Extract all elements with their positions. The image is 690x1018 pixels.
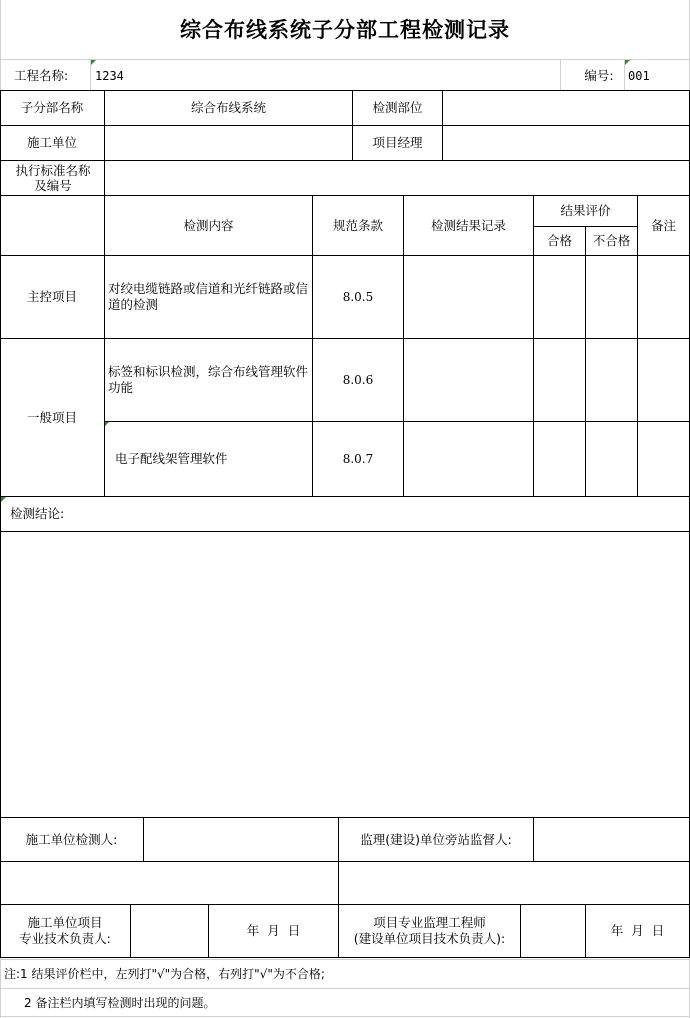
col-header-clause: 规范条款: [332, 217, 383, 233]
gridline: [0, 1016, 690, 1017]
supervision-engineer-label: [339, 905, 520, 957]
note-2: 2 备注栏内填写检测时出现的问题。: [24, 995, 216, 1010]
inspect-location-value[interactable]: [443, 91, 689, 125]
project-name-value[interactable]: 1234: [95, 69, 124, 83]
note-1: 注:1 结果评价栏中，左列打"√"为合格，右列打"√"为不合格;: [4, 966, 325, 981]
row-remark[interactable]: [638, 339, 689, 421]
construction-tech-lead-line2: 专业技术负责人:: [19, 931, 111, 946]
number-label: 编号:: [584, 68, 614, 83]
row-content: 标签和标识检测，综合布线管理软件功能: [108, 364, 309, 395]
row-pass[interactable]: [534, 256, 585, 338]
supervision-engineer-line2: (建设单位项目技术负责人):: [353, 931, 506, 946]
construction-unit-value[interactable]: [105, 126, 352, 160]
subdivision-value[interactable]: 综合布线系统: [190, 100, 266, 115]
row-record[interactable]: [404, 422, 533, 496]
project-name-label: 工程名称:: [14, 68, 69, 83]
col-header-content: 检测内容: [183, 217, 234, 233]
date-left[interactable]: 年 月 日: [246, 923, 301, 938]
row-fail[interactable]: [586, 256, 637, 338]
inspect-location-label: 检测部位: [372, 100, 423, 115]
row-fail[interactable]: [586, 339, 637, 421]
row-content: 电子配线架管理软件: [115, 451, 228, 466]
conclusion-label: 检测结论:: [10, 506, 65, 521]
general-items-label: 一般项目: [26, 409, 77, 425]
gridline: [0, 59, 690, 60]
col-header-record: 检测结果记录: [430, 217, 506, 233]
border: [0, 861, 690, 862]
construction-tech-lead-label: [0, 905, 130, 957]
row-remark[interactable]: [638, 422, 689, 496]
col-header-fail: 不合格: [592, 233, 631, 248]
row-clause: 8.0.5: [342, 290, 374, 304]
row-record[interactable]: [404, 256, 533, 338]
row-fail[interactable]: [586, 422, 637, 496]
col-header-pass: 合格: [546, 233, 572, 248]
form-title: 综合布线系统子分部工程检测记录: [180, 18, 510, 42]
construction-inspector-label: 施工单位检测人:: [25, 831, 118, 847]
supervision-bystander-signature[interactable]: [534, 818, 689, 861]
border: [0, 957, 690, 958]
row-clause: 8.0.7: [342, 452, 374, 466]
number-value[interactable]: 001: [628, 69, 650, 83]
conclusion-area[interactable]: [1, 532, 689, 817]
project-manager-value[interactable]: [443, 126, 689, 160]
standard-label: 执行标准名称及编号: [15, 163, 91, 193]
supervision-engineer-line1: 项目专业监理工程师: [373, 915, 486, 930]
supervision-engineer-signature[interactable]: [521, 905, 585, 957]
row-content: 对绞电缆链路或信道和光纤链路或信道的检测: [108, 281, 309, 312]
cell-flag: [1, 497, 6, 502]
supervision-bystander-label: 监理(建设)单位旁站监督人:: [360, 831, 512, 847]
row-record[interactable]: [404, 339, 533, 421]
main-items-label: 主控项目: [26, 289, 77, 304]
construction-tech-lead-signature[interactable]: [131, 905, 208, 957]
project-manager-label: 项目经理: [372, 135, 423, 150]
row-pass[interactable]: [534, 339, 585, 421]
gridline: [560, 60, 561, 90]
row-remark[interactable]: [638, 256, 689, 338]
date-right[interactable]: 年 月 日: [610, 923, 665, 938]
construction-unit-label: 施工单位: [26, 135, 77, 150]
subdivision-label: 子分部名称: [20, 100, 84, 115]
col-header-eval: 结果评价: [560, 203, 611, 218]
standard-value[interactable]: [105, 161, 689, 195]
col-header-remark: 备注: [650, 217, 676, 233]
row-clause: 8.0.6: [342, 373, 374, 387]
construction-inspector-signature[interactable]: [144, 818, 338, 861]
row-pass[interactable]: [534, 422, 585, 496]
construction-tech-lead-line1: 施工单位项目: [27, 915, 103, 930]
